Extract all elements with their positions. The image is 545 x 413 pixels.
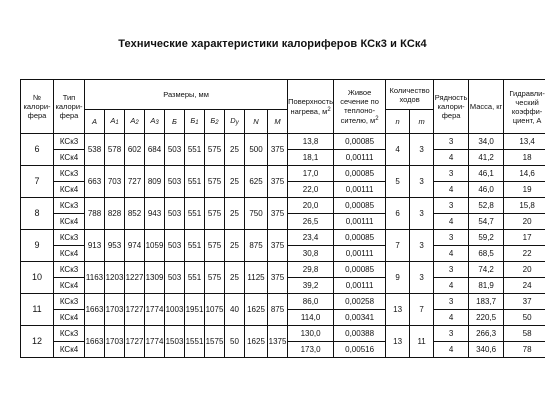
cell-surface: 23,4: [288, 230, 334, 246]
cell-surface: 86,0: [288, 294, 334, 310]
cell-dim: 375: [268, 262, 288, 294]
cell-dim: 1163: [85, 262, 105, 294]
header-dim-base: M: [274, 117, 281, 126]
cell-type: КСк3: [54, 326, 85, 342]
cell-mass: 183,7: [469, 294, 504, 310]
cell-surface: 26,5: [288, 214, 334, 230]
cell-dim: 503: [165, 198, 185, 230]
cell-rows: 4: [434, 246, 469, 262]
cell-dim: 1075: [205, 294, 225, 326]
cell-mass: 54,7: [469, 214, 504, 230]
cell-m: 3: [410, 134, 434, 166]
cell-dim: 503: [165, 262, 185, 294]
header-rows: Рядность калори-фера: [434, 80, 469, 134]
cell-dim: 375: [268, 134, 288, 166]
cell-dim: 40: [225, 294, 245, 326]
cell-n: 5: [386, 166, 410, 198]
cell-section: 0,00341: [334, 310, 386, 326]
header-dim: [245, 110, 268, 134]
cell-hydraulic: 58: [504, 326, 545, 342]
cell-dim: 575: [205, 262, 225, 294]
cell-section: 0,00085: [334, 198, 386, 214]
header-surface: [288, 80, 334, 134]
cell-n: 6: [386, 198, 410, 230]
cell-dim: 1774: [145, 294, 165, 326]
cell-dim: 1625: [245, 326, 268, 358]
header-dim: [225, 110, 245, 134]
header-surface-text: Поверхность нагрева, м: [288, 97, 334, 116]
cell-dim: 875: [245, 230, 268, 262]
cell-hydraulic: 22: [504, 246, 545, 262]
header-dim-base: Б: [172, 117, 177, 126]
table-row: [21, 262, 545, 278]
cell-mass: 220,5: [469, 310, 504, 326]
cell-dim: 50: [225, 326, 245, 358]
cell-dim: 551: [185, 198, 205, 230]
cell-dim: 1059: [145, 230, 165, 262]
header-dim-sub: 2: [215, 119, 219, 126]
cell-dim: 375: [268, 198, 288, 230]
header-dim-base: A: [110, 115, 116, 125]
cell-dim: 575: [205, 230, 225, 262]
header-dim-base: A: [91, 117, 97, 126]
cell-hydraulic: 24: [504, 278, 545, 294]
cell-num: 11: [21, 294, 54, 326]
table-row: [21, 230, 545, 246]
cell-dim: 503: [165, 166, 185, 198]
table-row: [21, 134, 545, 150]
cell-hydraulic: 19: [504, 182, 545, 198]
header-dim: [85, 110, 105, 134]
cell-section: 0,00111: [334, 182, 386, 198]
cell-dim: 575: [205, 134, 225, 166]
cell-type: КСк4: [54, 310, 85, 326]
cell-surface: 30,8: [288, 246, 334, 262]
cell-dim: 25: [225, 262, 245, 294]
cell-section: 0,00388: [334, 326, 386, 342]
cell-dim: 875: [268, 294, 288, 326]
cell-type: КСк3: [54, 134, 85, 150]
cell-type: КСк3: [54, 166, 85, 182]
cell-n: 13: [386, 294, 410, 326]
cell-rows: 3: [434, 198, 469, 214]
header-dim-base: A: [130, 115, 136, 125]
cell-num: 9: [21, 230, 54, 262]
header-section-sup: 2: [375, 116, 379, 122]
cell-rows: 3: [434, 294, 469, 310]
cell-type: КСк4: [54, 278, 85, 294]
table-row: [21, 198, 545, 214]
cell-rows: 4: [434, 342, 469, 358]
header-m: m: [410, 110, 434, 134]
cell-surface: 130,0: [288, 326, 334, 342]
cell-dim: 500: [245, 134, 268, 166]
cell-n: 13: [386, 326, 410, 358]
cell-dim: 1203: [105, 262, 125, 294]
cell-mass: 46,0: [469, 182, 504, 198]
cell-type: КСк4: [54, 150, 85, 166]
cell-dim: 809: [145, 166, 165, 198]
cell-dim: 1227: [125, 262, 145, 294]
cell-dim: 1003: [165, 294, 185, 326]
cell-mass: 34,0: [469, 134, 504, 150]
header-hydraulic: Гидравли-ческий коэффи-циент, А: [504, 80, 545, 134]
cell-n: 7: [386, 230, 410, 262]
cell-dim: 538: [85, 134, 105, 166]
cell-rows: 3: [434, 262, 469, 278]
header-dim-base: A: [150, 115, 156, 125]
cell-surface: 13,8: [288, 134, 334, 150]
cell-rows: 3: [434, 166, 469, 182]
cell-surface: 20,0: [288, 198, 334, 214]
cell-section: 0,00111: [334, 214, 386, 230]
cell-dim: 1703: [105, 294, 125, 326]
cell-rows: 4: [434, 278, 469, 294]
cell-dim: 1551: [185, 326, 205, 358]
header-dim-sub: 3: [155, 119, 159, 126]
cell-type: КСк4: [54, 246, 85, 262]
header-dim: [185, 110, 205, 134]
cell-dim: 1663: [85, 294, 105, 326]
cell-dim: 943: [145, 198, 165, 230]
cell-num: 8: [21, 198, 54, 230]
cell-surface: 17,0: [288, 166, 334, 182]
cell-m: 7: [410, 294, 434, 326]
header-dim: [125, 110, 145, 134]
cell-mass: 41,2: [469, 150, 504, 166]
header-dim-sub: 1: [195, 119, 199, 126]
cell-hydraulic: 13,4: [504, 134, 545, 150]
cell-type: КСк3: [54, 294, 85, 310]
cell-dim: 1703: [105, 326, 125, 358]
cell-m: 3: [410, 198, 434, 230]
cell-num: 6: [21, 134, 54, 166]
cell-rows: 4: [434, 310, 469, 326]
cell-mass: 52,8: [469, 198, 504, 214]
cell-dim: 503: [165, 230, 185, 262]
cell-surface: 39,2: [288, 278, 334, 294]
cell-dim: 602: [125, 134, 145, 166]
cell-section: 0,00085: [334, 262, 386, 278]
cell-dim: 625: [245, 166, 268, 198]
cell-dim: 727: [125, 166, 145, 198]
cell-mass: 68,5: [469, 246, 504, 262]
cell-num: 12: [21, 326, 54, 358]
table-row: [21, 294, 545, 310]
cell-dim: 1625: [245, 294, 268, 326]
cell-rows: 3: [434, 230, 469, 246]
header-dim: [205, 110, 225, 134]
header-dim-base: Б: [190, 115, 196, 125]
cell-surface: 22,0: [288, 182, 334, 198]
cell-hydraulic: 14,6: [504, 166, 545, 182]
cell-hydraulic: 20: [504, 214, 545, 230]
cell-dim: 663: [85, 166, 105, 198]
cell-hydraulic: 37: [504, 294, 545, 310]
header-moves: Количество ходов: [386, 80, 434, 110]
cell-dim: 788: [85, 198, 105, 230]
cell-section: 0,00516: [334, 342, 386, 358]
cell-dim: 953: [105, 230, 125, 262]
header-surface-sup: 2: [327, 107, 331, 113]
cell-type: КСк4: [54, 342, 85, 358]
cell-surface: 18,1: [288, 150, 334, 166]
cell-mass: 46,1: [469, 166, 504, 182]
cell-dim: 1125: [245, 262, 268, 294]
cell-dim: 1663: [85, 326, 105, 358]
cell-surface: 173,0: [288, 342, 334, 358]
cell-dim: 974: [125, 230, 145, 262]
cell-dim: 1309: [145, 262, 165, 294]
cell-dim: 1575: [205, 326, 225, 358]
cell-dim: 1951: [185, 294, 205, 326]
header-dim-sub: 2: [135, 119, 139, 126]
cell-hydraulic: 15,8: [504, 198, 545, 214]
header-section-text: Живое сечение по теплоно-сителю, м: [340, 88, 379, 125]
cell-dim: 1774: [145, 326, 165, 358]
cell-hydraulic: 18: [504, 150, 545, 166]
header-dim: [268, 110, 288, 134]
cell-dim: 375: [268, 230, 288, 262]
cell-dim: 551: [185, 262, 205, 294]
cell-dim: 703: [105, 166, 125, 198]
cell-section: 0,00085: [334, 134, 386, 150]
cell-dim: 551: [185, 230, 205, 262]
cell-dim: 503: [165, 134, 185, 166]
header-num: № калори-фера: [21, 80, 54, 134]
cell-surface: 114,0: [288, 310, 334, 326]
cell-num: 10: [21, 262, 54, 294]
cell-type: КСк3: [54, 198, 85, 214]
header-sizes: Размеры, мм: [85, 80, 288, 110]
cell-type: КСк3: [54, 230, 85, 246]
cell-hydraulic: 20: [504, 262, 545, 278]
header-dim: [105, 110, 125, 134]
cell-section: 0,00111: [334, 278, 386, 294]
cell-m: 3: [410, 166, 434, 198]
cell-m: 3: [410, 262, 434, 294]
spec-table: [20, 79, 545, 358]
cell-type: КСк3: [54, 262, 85, 278]
cell-n: 9: [386, 262, 410, 294]
header-dim: [165, 110, 185, 134]
header-dim-base: D: [230, 115, 236, 125]
header-type: Тип калори-фера: [54, 80, 85, 134]
cell-section: 0,00085: [334, 230, 386, 246]
cell-dim: 1375: [268, 326, 288, 358]
cell-surface: 29,8: [288, 262, 334, 278]
header-mass: Масса, кг: [469, 80, 504, 134]
table-row: [21, 166, 545, 182]
cell-mass: 340,6: [469, 342, 504, 358]
cell-section: 0,00085: [334, 166, 386, 182]
cell-section: 0,00258: [334, 294, 386, 310]
page-title: Технические характеристики калориферов КСк3 и КСк4: [118, 38, 427, 50]
cell-m: 11: [410, 326, 434, 358]
cell-hydraulic: 78: [504, 342, 545, 358]
cell-type: КСк4: [54, 214, 85, 230]
header-dim: [145, 110, 165, 134]
table-body: [21, 134, 545, 358]
cell-dim: 1503: [165, 326, 185, 358]
cell-dim: 684: [145, 134, 165, 166]
cell-dim: 575: [205, 198, 225, 230]
header-section: [334, 80, 386, 134]
cell-section: 0,00111: [334, 150, 386, 166]
cell-mass: 266,3: [469, 326, 504, 342]
cell-m: 3: [410, 230, 434, 262]
cell-dim: 852: [125, 198, 145, 230]
cell-rows: 4: [434, 182, 469, 198]
cell-dim: 25: [225, 230, 245, 262]
cell-hydraulic: 50: [504, 310, 545, 326]
cell-rows: 3: [434, 326, 469, 342]
cell-dim: 750: [245, 198, 268, 230]
cell-rows: 3: [434, 134, 469, 150]
cell-dim: 551: [185, 166, 205, 198]
header-dim-sub: 1: [115, 119, 119, 126]
cell-mass: 81,9: [469, 278, 504, 294]
cell-dim: 25: [225, 166, 245, 198]
cell-rows: 4: [434, 214, 469, 230]
header-dim-base: Б: [210, 115, 216, 125]
cell-dim: 578: [105, 134, 125, 166]
header-dim-sub: y: [235, 119, 239, 126]
cell-dim: 1727: [125, 294, 145, 326]
header-dim-base: N: [253, 117, 259, 126]
cell-dim: 575: [205, 166, 225, 198]
cell-rows: 4: [434, 150, 469, 166]
cell-dim: 375: [268, 166, 288, 198]
cell-section: 0,00111: [334, 246, 386, 262]
cell-mass: 74,2: [469, 262, 504, 278]
table-row: [21, 326, 545, 342]
cell-dim: 25: [225, 198, 245, 230]
cell-hydraulic: 17: [504, 230, 545, 246]
cell-dim: 828: [105, 198, 125, 230]
header-n: n: [386, 110, 410, 134]
cell-dim: 913: [85, 230, 105, 262]
cell-dim: 551: [185, 134, 205, 166]
cell-mass: 59,2: [469, 230, 504, 246]
cell-n: 4: [386, 134, 410, 166]
cell-dim: 1727: [125, 326, 145, 358]
cell-type: КСк4: [54, 182, 85, 198]
cell-dim: 25: [225, 134, 245, 166]
cell-num: 7: [21, 166, 54, 198]
